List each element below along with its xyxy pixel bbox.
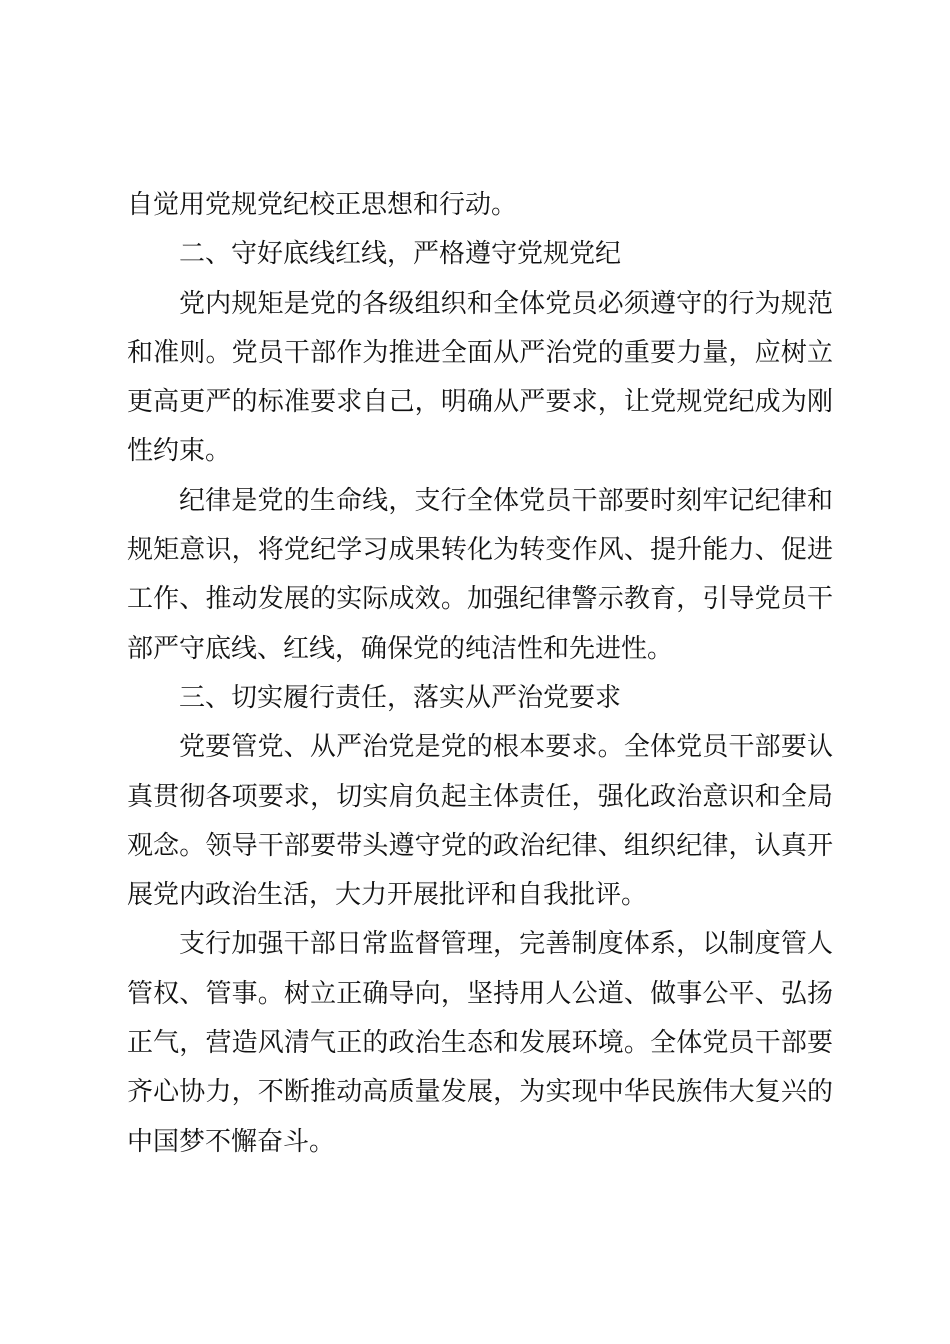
paragraph-discipline: 纪律是党的生命线，支行全体党员干部要时刻牢记纪律和规矩意识，将党纪学习成果转化为转变作风、提升能力、促进工作、推动发展的实际成效。加强纪律警示教育，引导党员干部严守底线、红线，确保党的纯洁性和先进性。 <box>127 485 833 664</box>
document-body <box>127 181 833 1167</box>
section-heading-2: 二、守好底线红线，严格遵守党规党纪 <box>179 239 622 270</box>
paragraph-supervision: 支行加强干部日常监督管理，完善制度体系，以制度管人管权、管事。树立正确导向，坚持用人公道、做事公平、弘扬正气，营造风清气正的政治生态和发展环境。全体党员干部要齐心协力，不断推动高质量发展，为实现中华民族伟大复兴的中国梦不懈奋斗。 <box>127 929 833 1157</box>
paragraph-continuation: 自觉用党规党纪校正思想和行动。 <box>127 190 518 220</box>
section-heading-3: 三、切实履行责任，落实从严治党要求 <box>179 682 622 713</box>
paragraph-party-rules: 党内规矩是党的各级组织和全体党员必须遵守的行为规范和准则。党员干部作为推进全面从严治党的重要力量，应树立更高更严的标准要求自己，明确从严要求，让党规党纪成为刚性约束。 <box>127 288 833 467</box>
paragraph-responsibility: 党要管党、从严治党是党的根本要求。全体党员干部要认真贯彻各项要求，切实肩负起主体责任，强化政治意识和全局观念。领导干部要带头遵守党的政治纪律、组织纪律，认真开展党内政治生活，大力开展批评和自我批评。 <box>127 732 833 911</box>
